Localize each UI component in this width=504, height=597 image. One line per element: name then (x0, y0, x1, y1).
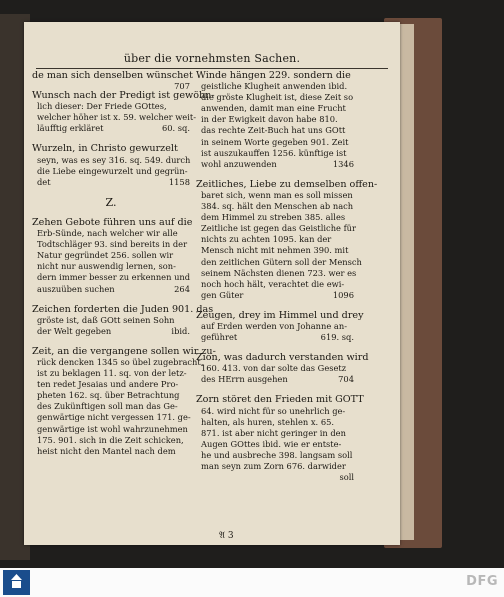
index-text: genwärtige ist wohl wahrzunehmen (37, 423, 188, 434)
index-entry (32, 345, 216, 457)
page-reference: soll (339, 472, 354, 483)
index-text: halten, als huren, stehlen x. 65. (201, 416, 335, 427)
index-line (196, 212, 354, 223)
index-entry (32, 90, 215, 134)
index-entry (196, 70, 354, 170)
page-reference: 619. sq. (320, 332, 354, 343)
index-text: 871. ist aber nicht geringer in den (201, 427, 346, 438)
index-line (32, 112, 197, 123)
signature-mark: 𝔄 3 (219, 531, 234, 541)
page-reference: ibid. (171, 325, 190, 336)
index-text: de man sich denselben wünschet (32, 70, 193, 81)
index-line (196, 178, 378, 190)
index-text: man seyn zum Zorn 676. darwider (201, 461, 346, 471)
index-line (196, 137, 354, 148)
index-line (32, 123, 190, 134)
index-text: Wurzeln, in Christo gewurzelt (32, 143, 178, 155)
index-text: Mensch nicht mit nehmen 390. mit (201, 245, 349, 256)
index-line (32, 390, 190, 401)
index-entry (196, 309, 364, 343)
index-text: seinem Nächsten dienen 723. wer es (201, 267, 357, 278)
index-text: geistliche Klugheit anwenden ibid. (201, 81, 348, 92)
index-line (32, 303, 214, 315)
index-text: Zehen Gebote führen uns auf die (32, 216, 193, 228)
index-line (32, 90, 215, 102)
index-line (196, 256, 362, 268)
index-text: he und ausbreche 398. langsam soll (201, 449, 353, 460)
index-line (196, 309, 364, 321)
index-line (32, 143, 190, 154)
index-text: Zeitliche ist gegen das Geistliche für (201, 223, 356, 234)
index-line (196, 267, 357, 279)
index-text: gen Güter (201, 289, 244, 300)
index-line (196, 352, 369, 364)
book-page (24, 22, 400, 545)
page-reference: 704 (338, 374, 354, 385)
index-line (32, 401, 190, 412)
book-cover-inner (400, 24, 414, 540)
index-text: nichts zu achten 1095. kan der (201, 234, 332, 245)
index-text: in seinem Worte gegeben 901. Zeit (201, 136, 349, 147)
page-reference: 60. sq. (161, 123, 190, 134)
index-text: Zion, was dadurch verstanden wird (196, 352, 369, 364)
index-text: des HErrn ausgehen (201, 374, 288, 385)
index-line (32, 368, 190, 379)
index-text: Natur gegründet 256. sollen wir (37, 250, 174, 261)
index-entry (32, 70, 193, 92)
index-text: dern immer besser zu erkennen und (37, 272, 191, 283)
index-text: gröste ist, daß GOtt seinen Sohn (37, 314, 175, 325)
index-text: Zeitliches, Liebe zu demselben offen- (196, 178, 378, 190)
index-line (32, 315, 190, 326)
index-line (196, 92, 354, 103)
index-line (32, 412, 190, 423)
index-line (196, 81, 354, 92)
index-line (196, 450, 354, 461)
index-line (196, 290, 354, 301)
index-line (196, 332, 354, 343)
index-text: auszuüben suchen (37, 283, 115, 294)
index-text: ist auszukauffen 1256. künftige ist (201, 147, 347, 158)
index-line (196, 321, 354, 332)
page-reference: 1346 (332, 158, 354, 169)
index-text: det (37, 176, 51, 187)
index-text: Zeugen, drey im Himmel und drey (196, 309, 364, 321)
index-text: wohl anzuwenden (201, 158, 277, 169)
index-line (32, 435, 190, 446)
index-line (32, 155, 190, 166)
index-text: pheten 162. sq. über Betrachtung (37, 390, 180, 401)
index-line (196, 394, 364, 406)
index-line (196, 374, 354, 385)
index-text: Wunsch nach der Predigt ist gewöhn- (32, 90, 215, 102)
index-entry (196, 178, 378, 301)
index-line (32, 424, 190, 435)
index-text: in der Ewigkeit davon habe 810. (201, 114, 338, 125)
index-text: Augen GOttes ibid. wie er entste- (201, 438, 342, 449)
index-line (32, 70, 193, 81)
page-reference: 1158 (168, 176, 190, 187)
index-column-left (32, 70, 216, 466)
index-line (196, 428, 354, 439)
index-text: 64. wird nicht für so unehrlich ge- (201, 405, 346, 416)
index-text: Zeichen forderten die Juden 901. das (32, 303, 214, 315)
index-text: Todtschläger 93. sind bereits in der (37, 239, 188, 250)
index-line (32, 284, 190, 295)
index-line (32, 216, 193, 228)
index-line (196, 70, 354, 81)
index-entry (32, 143, 190, 187)
index-line (32, 101, 190, 112)
page-reference: 264 (174, 283, 190, 294)
index-line (196, 363, 354, 374)
index-line (32, 345, 216, 357)
index-line (196, 103, 354, 114)
index-entry (196, 394, 364, 483)
index-text: 384. sq. hält den Menschen ab nach (201, 201, 354, 212)
index-line (32, 356, 204, 368)
index-text: noch hoch hält, verachtet die ewi- (201, 278, 345, 289)
index-line (196, 439, 354, 450)
index-text: baret sich, wenn man es soll missen (201, 189, 353, 200)
index-line (32, 250, 190, 261)
index-text: dem Himmel zu streben 385. alles (201, 212, 346, 223)
index-line (32, 177, 190, 188)
index-text: 175. 901. sich in die Zeit schicken, (37, 434, 184, 445)
index-column-right (196, 70, 378, 483)
index-text: die gröste Klugheit ist, diese Zeit so (201, 92, 354, 103)
index-line (32, 272, 190, 283)
dfg-logo[interactable]: DFG (466, 574, 498, 589)
index-line (196, 125, 354, 136)
index-text: ist zu beklagen 11. sq. von der letz- (37, 368, 187, 379)
header-rule (36, 68, 388, 69)
index-line (32, 446, 190, 457)
index-line (196, 114, 354, 125)
index-text: den zeitlichen Gütern soll der Mensch (201, 256, 362, 267)
index-line (196, 245, 354, 256)
library-logo-icon (3, 570, 30, 595)
index-line (32, 166, 190, 177)
index-line (32, 261, 190, 272)
index-line (32, 326, 190, 337)
index-text: rück dencken 1345 so übel zugebracht, (37, 356, 204, 367)
index-entry (196, 352, 369, 385)
index-text: lich dieser: Der Friede GOttes, (37, 101, 167, 112)
running-head: über die vornehmsten Sachen. (123, 52, 301, 65)
index-entry (32, 303, 214, 337)
index-text: Zeit, an die vergangene sollen wir zu- (32, 345, 216, 357)
index-line (196, 417, 354, 428)
index-text: läufftig erkläret (37, 123, 104, 134)
index-text: Erb-Sünde, nach welcher wir alle (37, 228, 178, 239)
index-line (32, 239, 190, 250)
index-line (196, 279, 354, 290)
index-line (196, 234, 354, 245)
index-text: die Liebe eingewurzelt und gegrün- (37, 165, 188, 176)
index-text: genwärtige nicht vergessen 171. ge- (37, 412, 191, 423)
index-text: Winde hängen 229. sondern die (196, 70, 351, 81)
page-reference: 1096 (332, 289, 354, 300)
index-entry (32, 216, 193, 295)
index-line (32, 228, 190, 239)
index-text: anwenden, damit man eine Frucht (201, 103, 346, 114)
index-line (196, 190, 354, 201)
index-line (196, 201, 354, 212)
index-text: 160. 413. von dar solte das Gesetz (201, 363, 347, 374)
library-logo[interactable] (3, 570, 30, 595)
page-reference: 707 (174, 81, 190, 92)
index-text: nicht nur auswendig lernen, son- (37, 261, 176, 272)
index-line (196, 223, 354, 234)
viewer-footer (0, 568, 504, 597)
index-line (196, 461, 354, 472)
index-text: Zorn störet den Frieden mit GOTT (196, 394, 364, 406)
index-line (196, 148, 354, 159)
index-text: geführet (201, 332, 238, 343)
index-line (196, 159, 354, 170)
index-line (196, 406, 354, 417)
index-line (32, 379, 190, 390)
index-text: der Welt gegeben (37, 325, 112, 336)
index-text: des Zukünftigen soll man das Ge- (37, 401, 178, 412)
index-text: das rechte Zeit-Buch hat uns GOtt (201, 125, 346, 136)
index-text: ten redet Jesaias und andere Pro- (37, 379, 179, 390)
index-text: welcher höher ist x. 59. welcher weit- (37, 112, 197, 123)
index-text: heist nicht den Mantel nach dem (37, 445, 176, 456)
index-text: auf Erden werden von Johanne an- (201, 320, 348, 331)
section-letter-heading: Z. (105, 195, 117, 209)
index-text: seyn, was es sey 316. sq. 549. durch (37, 154, 191, 165)
